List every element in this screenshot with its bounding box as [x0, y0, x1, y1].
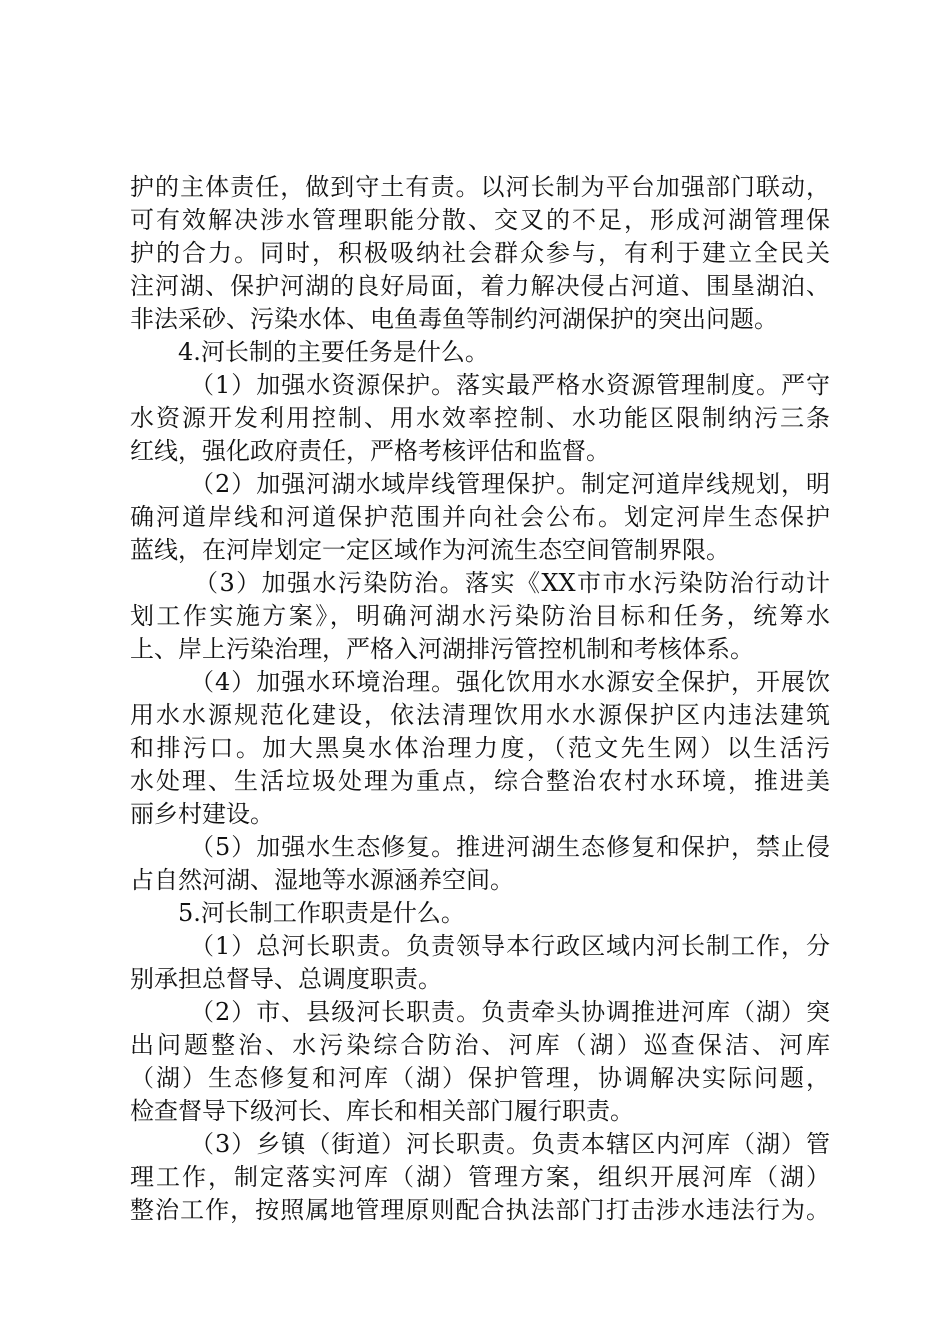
text-line: 占自然河湖、湿地等水源涵养空间。 — [130, 866, 514, 894]
text-line: 水资源开发利用控制、用水效率控制、水功能区限制纳污三条 — [130, 404, 830, 432]
document-body — [130, 171, 830, 1227]
text-line: （湖）生态修复和河库（湖）保护管理，协调解决实际问题， — [130, 1064, 830, 1092]
text-line: （1）总河长职责。负责领导本行政区域内河长制工作，分 — [190, 932, 830, 960]
text-line: （3）乡镇（街道）河长职责。负责本辖区内河库（湖）管 — [190, 1130, 830, 1158]
text-line: 确河道岸线和河道保护范围并向社会公布。划定河岸生态保护 — [130, 503, 830, 531]
text-line: 蓝线，在河岸划定一定区域作为河流生态空间管制界限。 — [130, 536, 730, 564]
text-line: （2）加强河湖水域岸线管理保护。制定河道岸线规划，明 — [190, 470, 830, 498]
text-line: 4.河长制的主要任务是什么。 — [178, 338, 489, 366]
text-line: （2）市、县级河长职责。负责牵头协调推进河库（湖）突 — [190, 998, 830, 1026]
text-line: （4）加强水环境治理。强化饮用水水源安全保护，开展饮 — [190, 668, 830, 696]
text-line: 水处理、生活垃圾处理为重点，综合整治农村水环境，推进美 — [130, 767, 830, 795]
text-line: （5）加强水生态修复。推进河湖生态修复和保护，禁止侵 — [190, 833, 830, 861]
text-line: 别承担总督导、总调度职责。 — [130, 965, 442, 993]
text-line: 检查督导下级河长、库长和相关部门履行职责。 — [130, 1097, 634, 1125]
text-line: 注河湖、保护河湖的良好局面，着力解决侵占河道、围垦湖泊、 — [130, 272, 830, 300]
text-line: 用水水源规范化建设，依法清理饮用水水源保护区内违法建筑 — [130, 701, 830, 729]
text-line: 出问题整治、水污染综合防治、河库（湖）巡查保洁、河库 — [130, 1031, 830, 1059]
text-line: 丽乡村建设。 — [130, 800, 274, 828]
text-line: 5.河长制工作职责是什么。 — [178, 899, 465, 927]
text-line: 整治工作，按照属地管理原则配合执法部门打击涉水违法行为。 — [130, 1196, 830, 1224]
text-line: 和排污口。加大黑臭水体治理力度，（范文先生网）以生活污 — [130, 734, 830, 762]
text-line: 可有效解决涉水管理职能分散、交叉的不足，形成河湖管理保 — [130, 206, 830, 234]
text-line: （1）加强水资源保护。落实最严格水资源管理制度。严守 — [190, 371, 830, 399]
text-line: 划工作实施方案》，明确河湖水污染防治目标和任务，统筹水 — [130, 602, 830, 630]
text-line: 护的合力。同时，积极吸纳社会群众参与，有利于建立全民关 — [130, 239, 830, 267]
text-line: 护的主体责任，做到守土有责。以河长制为平台加强部门联动， — [130, 173, 830, 201]
text-line: 红线，强化政府责任，严格考核评估和监督。 — [130, 437, 610, 465]
text-line: 非法采砂、污染水体、电鱼毒鱼等制约河湖保护的突出问题。 — [130, 305, 778, 333]
text-line: 上、岸上污染治理，严格入河湖排污管控机制和考核体系。 — [130, 635, 754, 663]
text-line: 理工作，制定落实河库（湖）管理方案，组织开展河库（湖） — [130, 1163, 830, 1191]
text-line: （3）加强水污染防治。落实《XX市市水污染防治行动计 — [194, 569, 830, 597]
